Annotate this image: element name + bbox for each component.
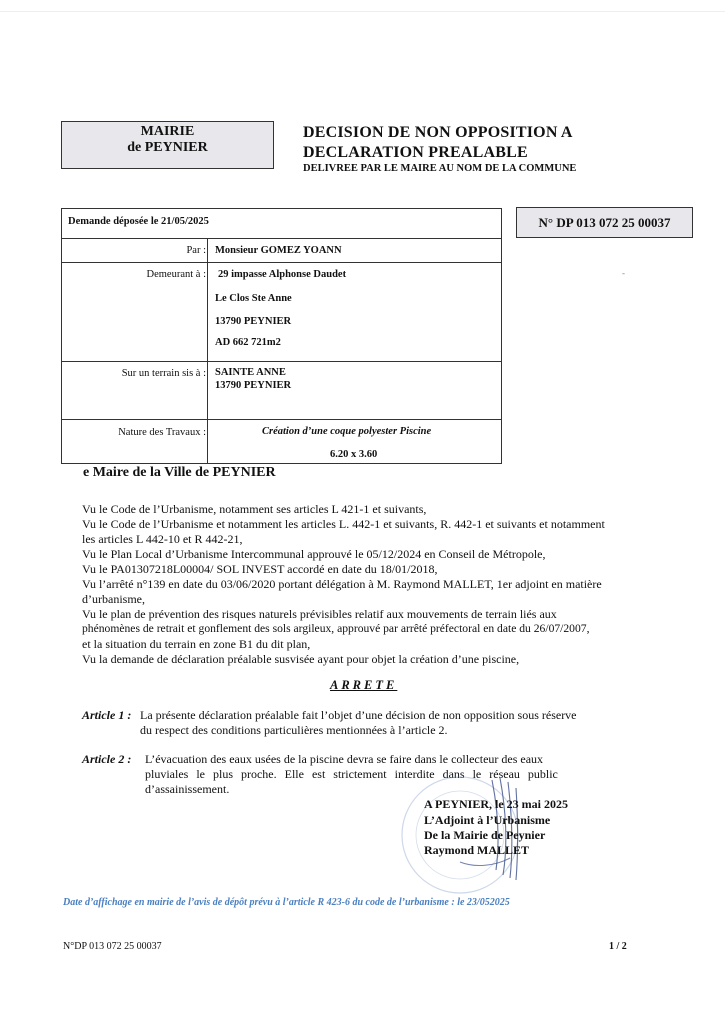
nature-label: Nature des Travaux : <box>118 427 206 438</box>
mairie-line1: MAIRIE <box>140 124 195 139</box>
vu-line: Vu le Plan Local d’Urbanisme Intercommunal approuvé le 05/12/2024 en Conseil de Métropole, <box>82 547 546 561</box>
nature-line1: Création d’une coque polyester Piscine <box>262 426 432 437</box>
address-line3: 13790 PEYNIER <box>215 316 292 327</box>
affichage-date-note: Date d’affichage en mairie de l’avis de dépôt prévu à l’article R 423-6 du code de l’urbanisme : le 23/052025 <box>63 897 510 908</box>
article2-line2: pluviales le plus proche. Elle est strictement interdite dans le réseau public <box>145 767 558 781</box>
demeurant-label: Demeurant à : <box>146 269 206 280</box>
nature-line2: 6.20 x 3.60 <box>330 449 378 460</box>
par-label: Par : <box>186 245 206 256</box>
deposit-row <box>62 209 501 239</box>
par-row <box>62 239 501 263</box>
nature-row <box>62 420 501 465</box>
address-line1: 29 impasse Alphonse Daudet <box>218 269 347 280</box>
vu-line: Vu le PA01307218L00004/ SOL INVEST accordé en date du 18/01/2018, <box>82 562 438 576</box>
article1-line2: du respect des conditions particulières mentionnées à l’article 2. <box>140 723 448 737</box>
arrete-heading: ARRETE <box>330 678 398 692</box>
request-info-table <box>61 208 502 464</box>
scan-mark: - <box>622 268 625 278</box>
vu-line: Vu le Code de l’Urbanisme, notamment ses articles L 421-1 et suivants, <box>82 502 427 516</box>
terrain-row <box>62 362 501 420</box>
signature-place-date: A PEYNIER, le 23 mai 2025 <box>424 797 568 811</box>
vu-line: Vu le plan de prévention des risques naturels prévisibles relatif aux mouvements de terrain liés aux <box>82 607 557 621</box>
address-line4: AD 662 721m2 <box>215 337 281 348</box>
vu-line: Vu le Code de l’Urbanisme et notamment les articles L. 442-1 et suivants, R. 442-1 et suivants et notamment <box>82 517 605 531</box>
signatory-name: Raymond MALLET <box>424 843 530 857</box>
article2-line1: L’évacuation des eaux usées de la piscine devra se faire dans le collecteur des eaux <box>145 752 544 766</box>
page-number: 1 / 2 <box>609 941 627 952</box>
mairie-box <box>61 121 274 169</box>
vu-line: d’urbanisme, <box>82 592 145 606</box>
mairie-line2: de PEYNIER <box>127 140 208 155</box>
vu-line: Vu l’arrêté n°139 en date du 03/06/2020 portant délégation à M. Raymond MALLET, 1er adjoint en matière <box>82 577 602 591</box>
article2-line3: d’assainissement. <box>145 782 230 796</box>
vu-line: les articles L 442-10 et R 442-21, <box>82 532 243 546</box>
applicant-name: Monsieur GOMEZ YOANN <box>215 245 342 256</box>
footer-reference: N°DP 013 072 25 00037 <box>63 941 162 952</box>
document-title-line2: DECLARATION PREALABLE <box>303 144 528 161</box>
dp-number-box: N° DP 013 072 25 00037 <box>516 207 693 238</box>
scan-edge-line <box>0 11 725 12</box>
article1-line1: La présente déclaration préalable fait l’objet d’une décision de non opposition sous réserve <box>140 708 577 722</box>
document-subtitle: DELIVREE PAR LE MAIRE AU NOM DE LA COMMUNE <box>303 163 577 174</box>
vu-line: Vu la demande de déclaration préalable susvisée ayant pour objet la création d’une piscine, <box>82 652 520 666</box>
terrain-line2: 13790 PEYNIER <box>215 380 292 391</box>
document-title-line1: DECISION DE NON OPPOSITION A <box>303 124 573 141</box>
address-line2: Le Clos Ste Anne <box>215 293 292 304</box>
terrain-label: Sur un terrain sis à : <box>121 368 206 379</box>
maire-heading: e Maire de la Ville de PEYNIER <box>83 465 276 480</box>
signature-org: De la Mairie de Peynier <box>424 828 546 842</box>
article2-label: Article 2 : <box>82 752 132 766</box>
deposit-date: Demande déposée le 21/05/2025 <box>68 216 209 227</box>
signature-role: L’Adjoint à l’Urbanisme <box>424 813 551 827</box>
demeurant-row <box>62 263 501 362</box>
vu-line: phénomènes de retrait et gonflement des sols argileux, approuvé par arrêté préfectoral en date du 26/07/2007, <box>82 622 590 635</box>
vu-line: et la situation du terrain en zone B1 du dit plan, <box>82 637 311 651</box>
article1-label: Article 1 : <box>82 708 132 722</box>
terrain-line1: SAINTE ANNE <box>215 367 286 378</box>
